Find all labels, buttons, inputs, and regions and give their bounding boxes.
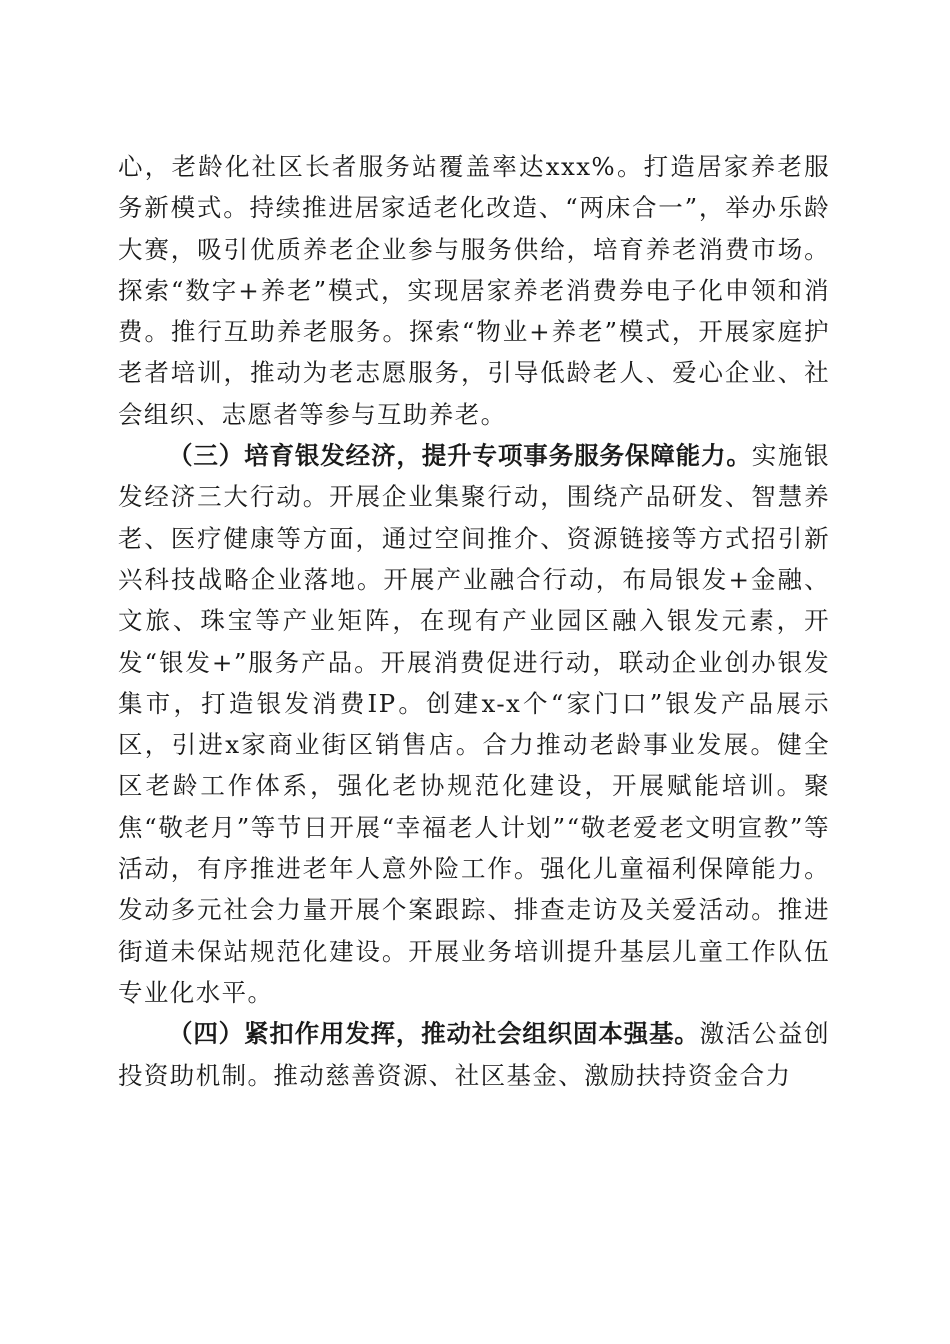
paragraph-section-4 — [118, 1013, 830, 1096]
paragraph-text: 心，老龄化社区长者服务站覆盖率达xxx%。打造居家养老服务新模式。持续推进居家适老化改造、“两床合一”，举办乐龄大赛，吸引优质养老企业参与服务供给，培育养老消费市场。探索“数字+养老”模式，实现居家养老消费券电子化申领和消费。推行互助养老服务。探索“物业+养老”模式，开展家庭护老者培训，推动为老志愿服务，引导低龄老人、爱心企业、社会组织、志愿者等参与互助养老。 — [118, 152, 830, 429]
section-3-text: 实施银发经济三大行动。开展企业集聚行动，围绕产品研发、智慧养老、医疗健康等方面，通过空间推介、资源链接等方式招引新兴科技战略企业落地。开展产业融合行动，布局银发+金融、文旅、珠宝等产业矩阵，在现有产业园区融入银发元素，开发“银发+”服务产品。开展消费促进行动，联动企业创办银发集市，打造银发消费IP。创建x-x个“家门口”银发产品展示区，引进x家商业街区销售店。合力推动老龄事业发展。健全区老龄工作体系，强化老协规范化建设，开展赋能培训。聚焦“敬老月”等节日开展“幸福老人计划”“敬老爱老文明宣教”等活动，有序推进老年人意外险工作。强化儿童福利保障能力。发动多元社会力量开展个案跟踪、排查走访及关爱活动。推进街道未保站规范化建设。开展业务培训提升基层儿童工作队伍专业化水平。 — [118, 441, 830, 1007]
paragraph-section-3 — [118, 435, 830, 1013]
paragraph-continued — [118, 146, 830, 435]
section-3-heading: （三）培育银发经济，提升专项事务服务保障能力。 — [168, 441, 752, 471]
section-4-heading: （四）紧扣作用发挥，推动社会组织固本强基。 — [168, 1019, 700, 1049]
document-body — [118, 146, 830, 1096]
section-4-text: 激活公益创投资助机制。推动慈善资源、社区基金、激励扶持资金合力 — [118, 1019, 831, 1090]
